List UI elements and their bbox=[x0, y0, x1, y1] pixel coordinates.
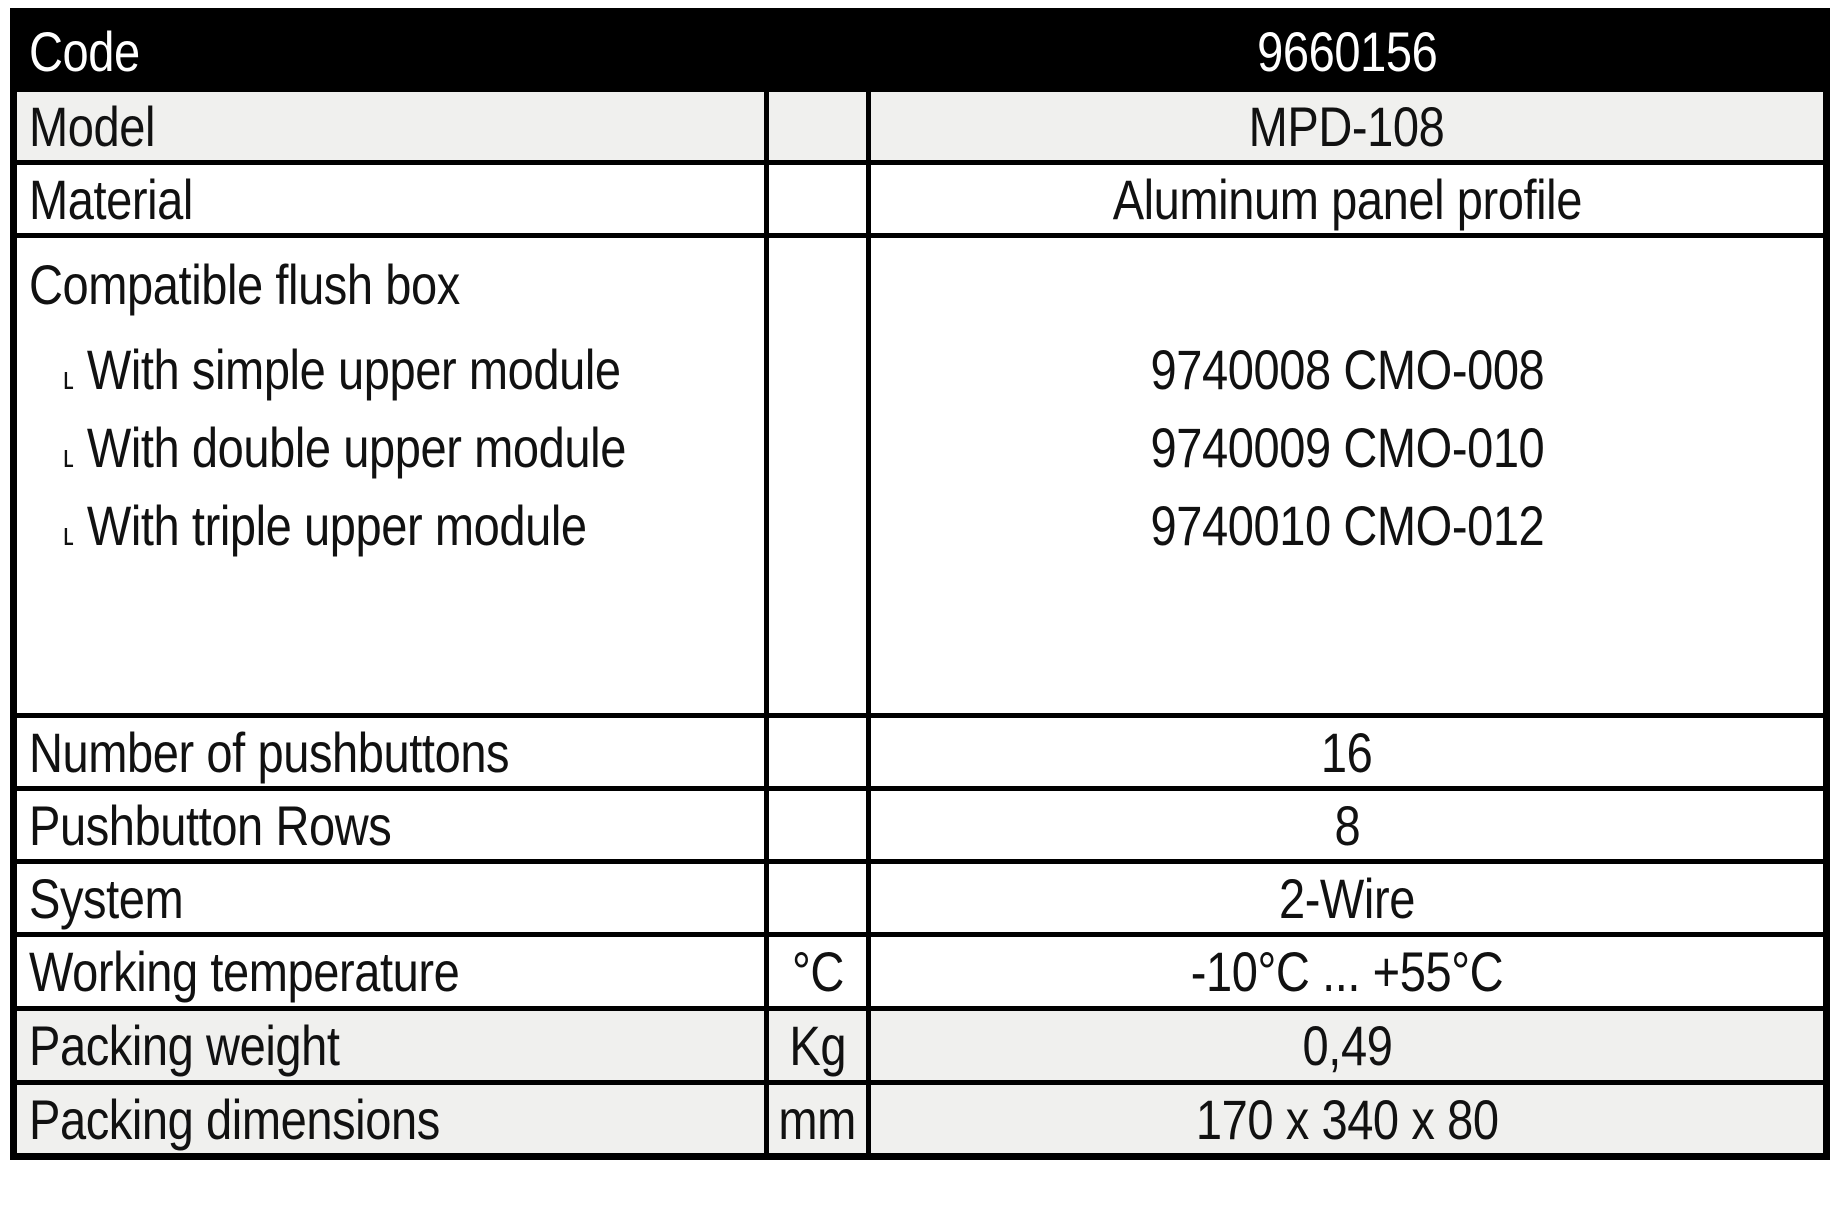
row-unit-packing-dimensions: mm bbox=[767, 1083, 869, 1157]
row-label-code: Code bbox=[14, 12, 767, 90]
row-unit-working-temperature: °C bbox=[767, 935, 869, 1009]
row-value-packing-weight: 0,49 bbox=[869, 1009, 1827, 1083]
row-unit-packing-weight: Kg bbox=[767, 1009, 869, 1083]
spec-table bbox=[10, 8, 1830, 1160]
row-value-pushbuttons: 16 bbox=[869, 716, 1827, 789]
row-value-model: MPD-108 bbox=[869, 90, 1827, 163]
row-value-working-temperature: -10°C ... +55°C bbox=[869, 935, 1827, 1009]
table-row-working-temperature bbox=[14, 935, 1827, 1009]
row-value-flush-box bbox=[869, 236, 1827, 716]
row-label-working-temperature: Working temperature bbox=[14, 935, 767, 1009]
row-label-pushbuttons: Number of pushbuttons bbox=[14, 716, 767, 789]
flush-box-value-triple: 9740010 CMO-012 bbox=[1150, 494, 1544, 557]
flush-box-item-double bbox=[29, 409, 763, 487]
row-unit-code bbox=[767, 12, 869, 90]
table-row-code bbox=[14, 12, 1827, 90]
row-value-pushbutton-rows: 8 bbox=[869, 789, 1827, 862]
row-label-flush-box bbox=[14, 236, 767, 716]
row-unit-material bbox=[767, 163, 869, 236]
table-row-model bbox=[14, 90, 1827, 163]
flush-box-value-simple: 9740008 CMO-008 bbox=[1150, 338, 1544, 401]
table-row-system bbox=[14, 862, 1827, 935]
table-row-pushbuttons bbox=[14, 716, 1827, 789]
table-row-pushbutton-rows bbox=[14, 789, 1827, 862]
flush-box-title: Compatible flush box bbox=[29, 253, 460, 316]
corner-bullet-glyph: ʟ bbox=[63, 438, 74, 474]
row-label-material: Material bbox=[14, 163, 767, 236]
row-value-packing-dimensions: 170 x 340 x 80 bbox=[869, 1083, 1827, 1157]
row-unit-system bbox=[767, 862, 869, 935]
table-row-flush-box bbox=[14, 236, 1827, 716]
flush-box-item-label: With triple upper module bbox=[86, 494, 587, 557]
flush-box-item-simple bbox=[29, 331, 763, 409]
corner-bullet-glyph: ʟ bbox=[63, 360, 74, 396]
row-unit-pushbutton-rows bbox=[767, 789, 869, 862]
row-label-system: System bbox=[14, 862, 767, 935]
row-unit-model bbox=[767, 90, 869, 163]
row-value-code: 9660156 bbox=[869, 12, 1827, 90]
spacer bbox=[872, 239, 1822, 331]
flush-box-item-triple bbox=[29, 487, 763, 565]
row-label-packing-dimensions: Packing dimensions bbox=[14, 1083, 767, 1157]
table-row-packing-dimensions bbox=[14, 1083, 1827, 1157]
row-unit-flush-box bbox=[767, 236, 869, 716]
row-label-packing-weight: Packing weight bbox=[14, 1009, 767, 1083]
row-label-pushbutton-rows: Pushbutton Rows bbox=[14, 789, 767, 862]
table-row-packing-weight bbox=[14, 1009, 1827, 1083]
row-value-system: 2-Wire bbox=[869, 862, 1827, 935]
row-value-material: Aluminum panel profile bbox=[869, 163, 1827, 236]
flush-box-item-label: With double upper module bbox=[86, 416, 626, 479]
flush-box-value-double: 9740009 CMO-010 bbox=[1150, 416, 1544, 479]
flush-box-item-label: With simple upper module bbox=[86, 338, 621, 401]
corner-bullet-glyph: ʟ bbox=[63, 516, 74, 552]
row-unit-pushbuttons bbox=[767, 716, 869, 789]
table-row-material bbox=[14, 163, 1827, 236]
row-label-model: Model bbox=[14, 90, 767, 163]
